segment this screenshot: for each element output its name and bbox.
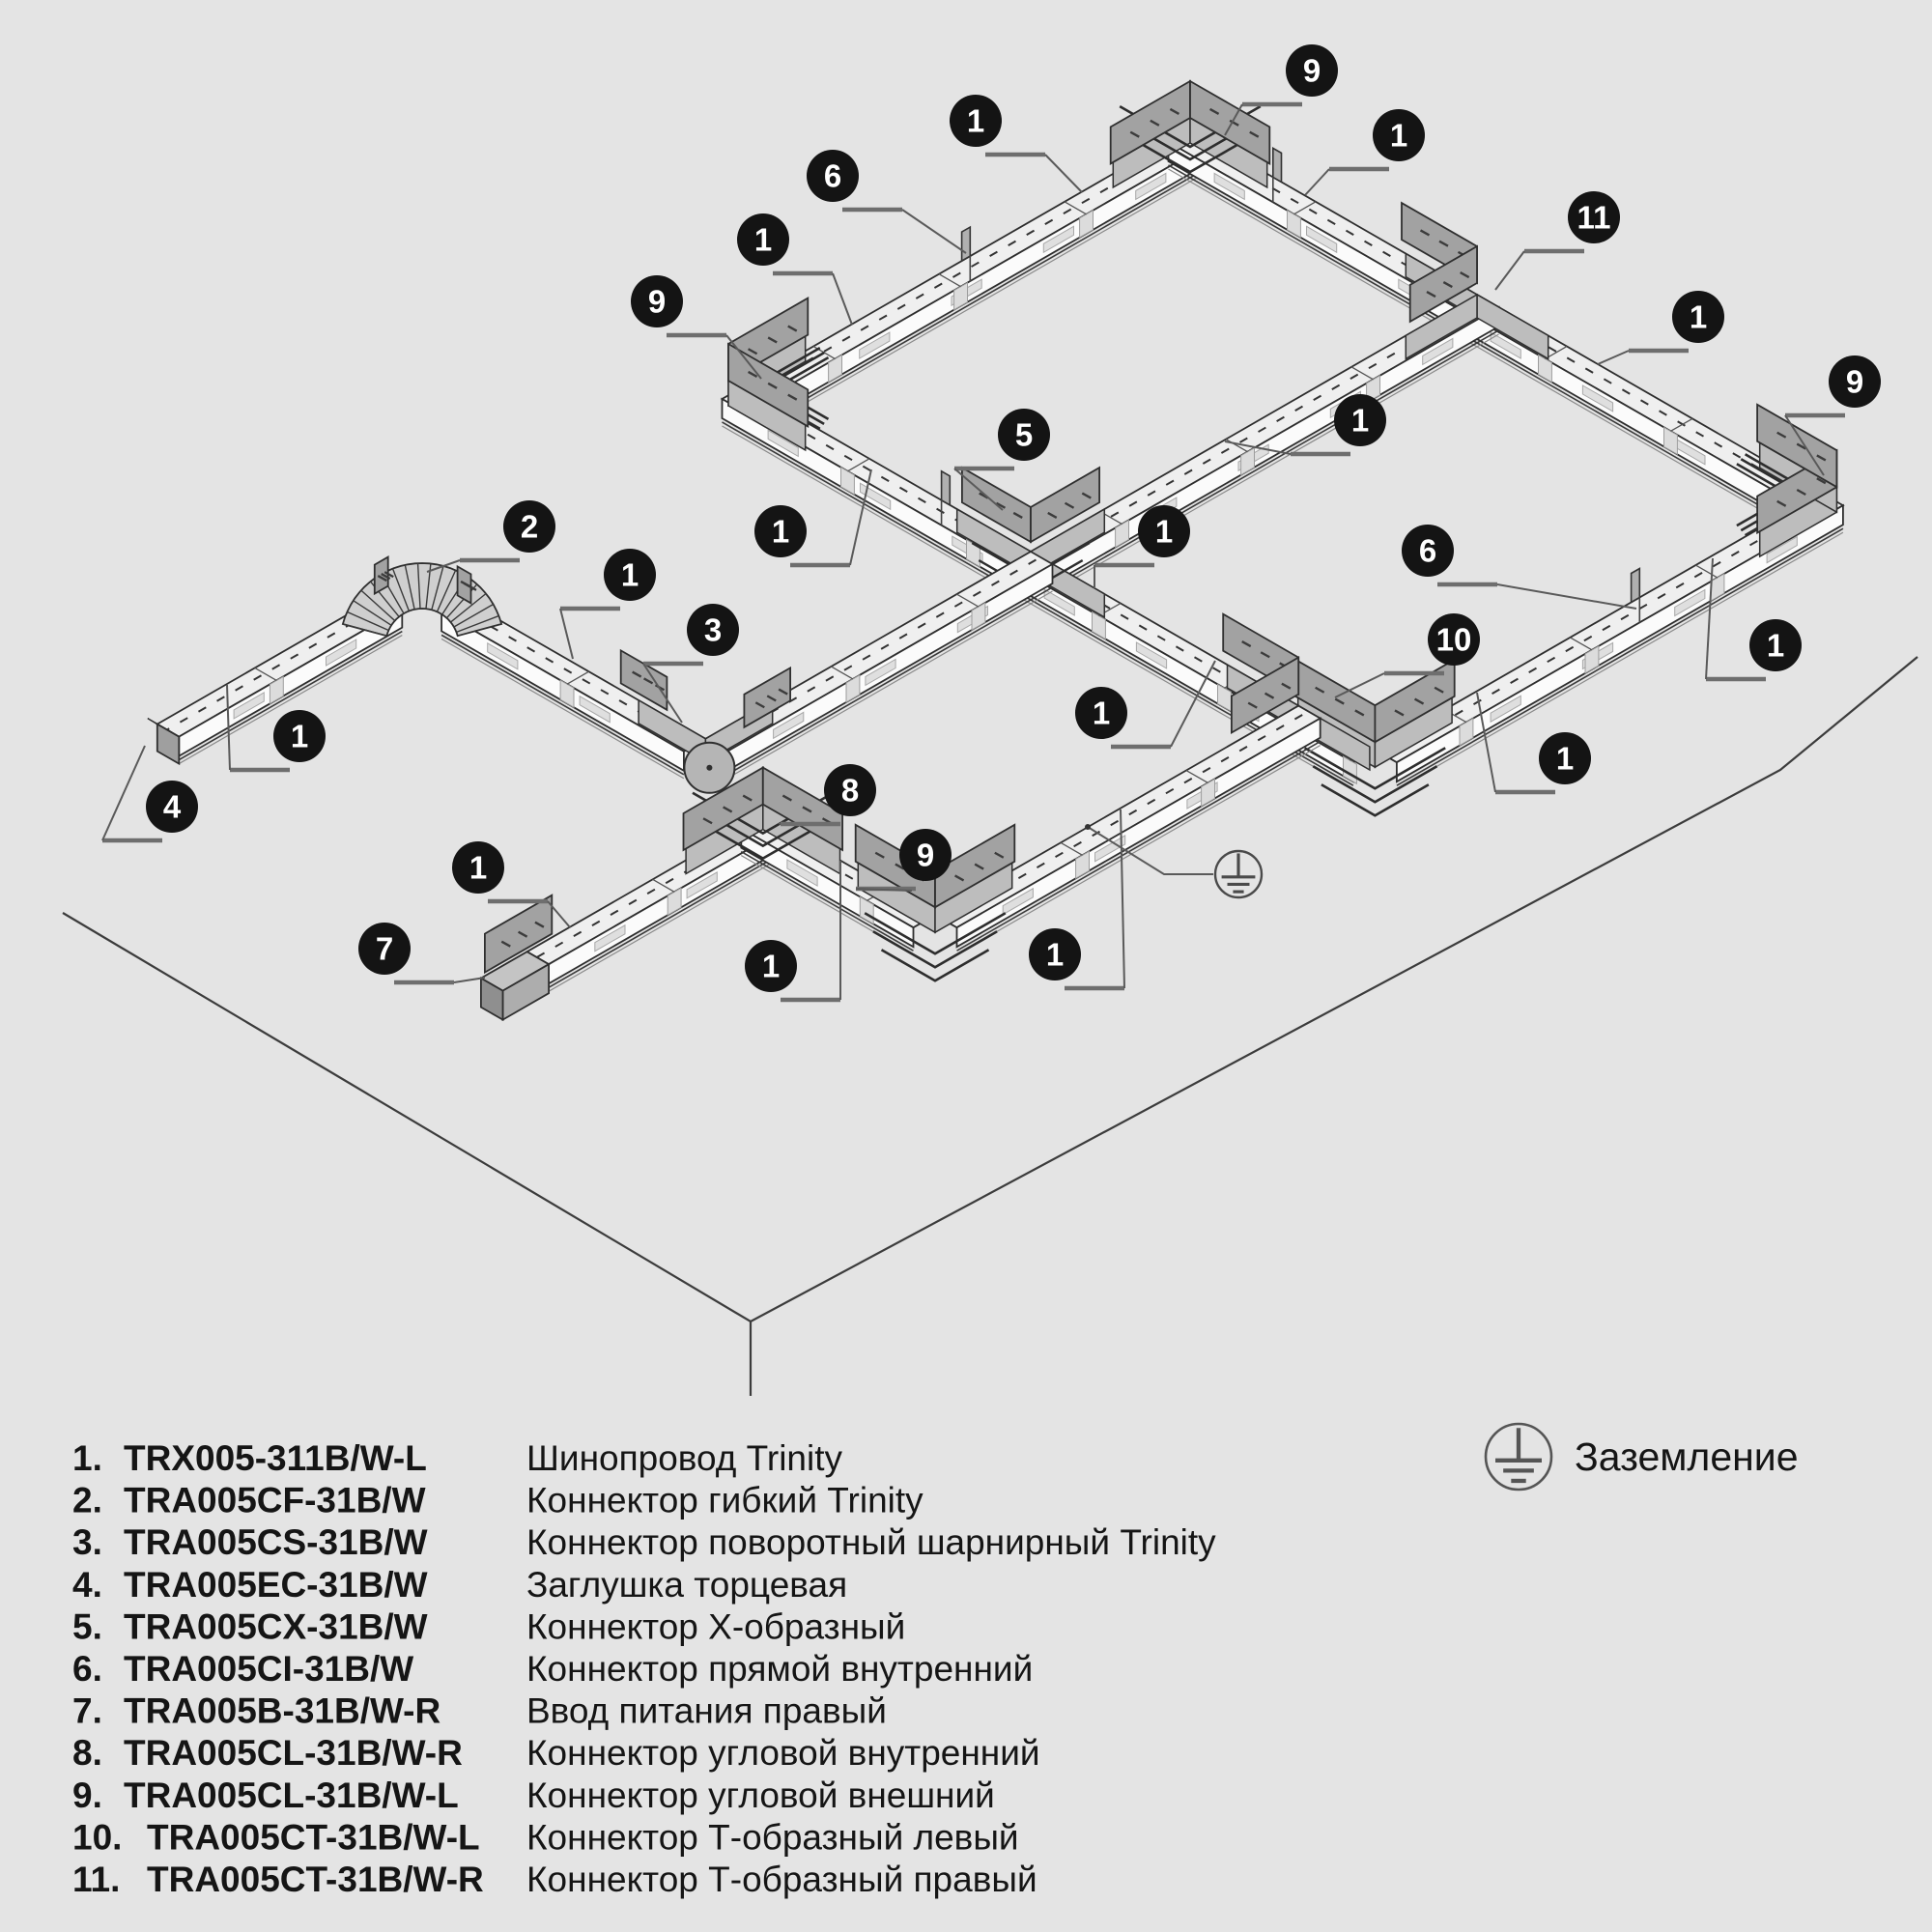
legend-row (72, 1817, 1019, 1857)
callout-number: 9 (916, 837, 935, 873)
legend-row (72, 1438, 843, 1478)
legend-item-code: TRA005CT-31B/W-R (147, 1860, 484, 1899)
legend-ground-label: Заземление (1575, 1435, 1799, 1479)
callout-number: 10 (1435, 621, 1472, 658)
legend-row (72, 1860, 1037, 1899)
legend-item-number: 3. (72, 1522, 102, 1563)
track-top-right-side (1168, 129, 1821, 532)
callout-number: 7 (375, 930, 394, 967)
ceiling-plane-outline (63, 657, 1918, 1396)
callout-6 (1402, 525, 1636, 609)
legend-item-code: TRA005CS-31B/W (124, 1522, 428, 1563)
callout-11 (1495, 191, 1620, 290)
legend-item-number: 1. (72, 1438, 102, 1478)
legend-item-code: TRX005-311B/W-L (124, 1438, 427, 1478)
callout-number: 1 (1689, 298, 1708, 335)
legend-item-code: TRA005CI-31B/W (124, 1649, 414, 1689)
legend-item-code: TRA005CT-31B/W-L (147, 1817, 480, 1858)
legend-item-desc: Заглушка торцевая (526, 1564, 848, 1605)
callout-6 (807, 150, 966, 253)
legend-item-number: 10. (72, 1817, 123, 1858)
track-bottom-to-t10 (935, 706, 1321, 955)
callout-number: 1 (1350, 402, 1370, 439)
callout-number: 2 (520, 508, 539, 545)
legend-item-desc: Коннектор гибкий Trinity (526, 1480, 923, 1520)
legend-row (72, 1522, 1216, 1562)
legend-item-code: TRA005CX-31B/W (124, 1606, 428, 1647)
legend-row (72, 1565, 847, 1605)
callout-number: 11 (1577, 199, 1611, 236)
callout-number: 1 (1766, 627, 1785, 664)
legend-row (72, 1691, 887, 1731)
callout-number: 9 (1845, 363, 1864, 400)
callout-number: 5 (1014, 416, 1034, 453)
callout-10 (1335, 613, 1480, 697)
legend-item-desc: Шинопровод Trinity (526, 1438, 843, 1478)
callout-number: 6 (1418, 532, 1437, 569)
legend-item-number: 4. (72, 1564, 102, 1605)
callout-number: 1 (1154, 513, 1174, 550)
legend-grounding (1486, 1424, 1799, 1490)
legend-row (72, 1776, 995, 1815)
legend-item-code: TRA005CL-31B/W-L (124, 1775, 459, 1815)
callout-number: 9 (1302, 52, 1321, 89)
legend-item-number: 5. (72, 1606, 102, 1647)
legend-row (72, 1733, 1040, 1773)
callout-number: 1 (469, 849, 488, 886)
legend-item-desc: Коннектор Т-образный левый (526, 1817, 1019, 1858)
callout-number: 1 (1555, 740, 1575, 777)
legend-item-code: TRA005CL-31B/W-R (124, 1733, 463, 1774)
legend-item-desc: Коннектор поворотный шарнирный Trinity (526, 1522, 1216, 1563)
callout-number: 9 (647, 283, 667, 320)
legend-item-number: 7. (72, 1690, 102, 1731)
legend-item-desc: Коннектор X-образный (526, 1606, 906, 1647)
track-swivel-to-x (705, 552, 1052, 779)
legend-item-number: 9. (72, 1775, 102, 1815)
callout-4 (102, 746, 198, 840)
callout-number: 1 (966, 102, 985, 139)
callout-number: 1 (620, 556, 639, 593)
callout-number: 8 (840, 772, 860, 809)
legend-item-desc: Коннектор угловой внутренний (526, 1733, 1040, 1774)
callout-number: 3 (703, 611, 723, 648)
legend-row (72, 1649, 1033, 1689)
corner-connector-9-top (1111, 81, 1270, 187)
callout-number: 1 (1092, 695, 1111, 731)
legend-item-desc: Коннектор Т-образный правый (526, 1860, 1037, 1899)
callout-number: 1 (771, 513, 790, 550)
legend-item-number: 6. (72, 1649, 102, 1689)
legend-item-desc: Коннектор прямой внутренний (526, 1649, 1034, 1689)
callout-1 (1598, 291, 1724, 364)
legend (72, 1424, 1799, 1899)
callout-number: 1 (761, 948, 781, 984)
legend-item-code: TRA005EC-31B/W (124, 1564, 428, 1605)
callout-number: 1 (290, 718, 309, 754)
callout-7 (358, 923, 485, 982)
callout-number: 1 (1045, 936, 1065, 973)
callout-1 (950, 95, 1082, 192)
legend-item-number: 8. (72, 1733, 102, 1774)
legend-item-desc: Ввод питания правый (526, 1690, 887, 1731)
callout-2 (427, 500, 555, 572)
callout-number: 4 (162, 788, 182, 825)
legend-item-code: TRA005B-31B/W-R (124, 1690, 441, 1731)
callout-1 (560, 549, 656, 659)
legend-item-number: 2. (72, 1480, 102, 1520)
legend-row (72, 1481, 923, 1520)
flexible-connector-2 (343, 557, 501, 637)
callout-1 (1305, 109, 1425, 195)
legend-item-number: 11. (72, 1860, 121, 1899)
legend-item-desc: Коннектор угловой внешний (526, 1775, 995, 1815)
callout-number: 1 (753, 221, 773, 258)
legend-row (72, 1606, 905, 1646)
legend-item-code: TRA005CF-31B/W (124, 1480, 426, 1520)
callout-number: 1 (1389, 117, 1408, 154)
callout-number: 6 (823, 157, 842, 194)
